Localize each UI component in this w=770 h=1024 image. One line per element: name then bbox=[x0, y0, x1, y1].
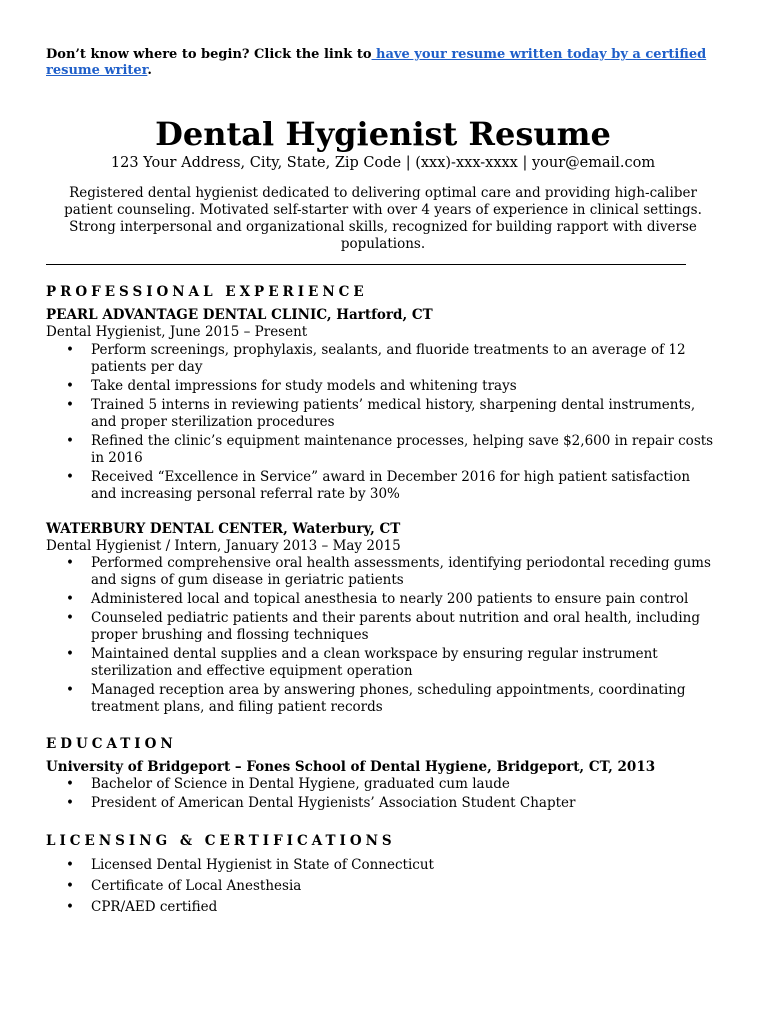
licensing-heading: LICENSING & CERTIFICATIONS bbox=[46, 833, 396, 849]
job-org: PEARL ADVANTAGE DENTAL CLINIC, Hartford, CT bbox=[46, 307, 433, 323]
list-item: • Counseled pediatric patients and their parents about nutrition and oral health, including proper brushing and flossing techniques bbox=[46, 610, 716, 644]
experience-heading: PROFESSIONAL EXPERIENCE bbox=[46, 284, 368, 300]
header-divider bbox=[46, 264, 686, 265]
education-heading: EDUCATION bbox=[46, 736, 177, 752]
job-role: Dental Hygienist, June 2015 – Present bbox=[46, 324, 308, 340]
promo-end: . bbox=[147, 63, 152, 78]
list-item: • Take dental impressions for study models and whitening trays bbox=[46, 378, 716, 395]
list-item: • President of American Dental Hygienists’ Association Student Chapter bbox=[46, 795, 716, 812]
list-item: • Refined the clinic’s equipment maintenance processes, helping save $2,600 in repair costs in 2016 bbox=[46, 433, 716, 467]
list-item: • Received “Excellence in Service” award in December 2016 for high patient satisfaction and increasing personal referral rate by 30% bbox=[46, 469, 716, 503]
contact-line: 123 Your Address, City, State, Zip Code | (xxx)-xxx-xxxx | your@email.com bbox=[110, 155, 656, 171]
job-org: WATERBURY DENTAL CENTER, Waterbury, CT bbox=[46, 521, 401, 537]
list-item: • Licensed Dental Hygienist in State of Connecticut bbox=[46, 857, 716, 874]
list-item: • Bachelor of Science in Dental Hygiene, graduated cum laude bbox=[46, 776, 716, 793]
list-item: • Maintained dental supplies and a clean workspace by ensuring regular instrument sterilization and effective equipment operation bbox=[46, 646, 716, 680]
licensing-bullets bbox=[46, 857, 716, 916]
promo-banner bbox=[46, 47, 716, 79]
list-item: • Performed comprehensive oral health assessments, identifying periodontal receding gums and signs of gum disease in geriatric patients bbox=[46, 555, 716, 589]
list-item: • Administered local and topical anesthesia to nearly 200 patients to ensure pain control bbox=[46, 591, 716, 608]
list-item: • Trained 5 interns in reviewing patients’ medical history, sharpening dental instruments, and proper sterilization procedures bbox=[46, 397, 716, 431]
promo-text: Don’t know where to begin? Click the link to bbox=[46, 47, 372, 62]
resume-writer-link[interactable]: have your resume written today by a certified resume writer bbox=[46, 47, 707, 78]
summary-paragraph: Registered dental hygienist dedicated to delivering optimal care and providing high-caliber patient counseling. Motivated self-starter with over 4 years of experience in clinical settings. Strong interpersonal and organizational skills, recognized for building rapport with diverse populations. bbox=[64, 185, 702, 252]
school-name: University of Bridgeport – Fones School of Dental Hygiene, Bridgeport, CT, 2013 bbox=[46, 759, 656, 775]
list-item: • Managed reception area by answering phones, scheduling appointments, coordinating treatment plans, and filing patient records bbox=[46, 682, 716, 716]
list-item: • CPR/AED certified bbox=[46, 899, 716, 916]
list-item: • Perform screenings, prophylaxis, sealants, and fluoride treatments to an average of 12 patients per day bbox=[46, 342, 716, 376]
resume-title: Dental Hygienist Resume bbox=[155, 115, 611, 153]
education-bullets bbox=[46, 776, 716, 812]
job-role: Dental Hygienist / Intern, January 2013 – May 2015 bbox=[46, 538, 401, 554]
list-item: • Certificate of Local Anesthesia bbox=[46, 878, 716, 895]
job-bullets bbox=[46, 555, 716, 716]
job-bullets bbox=[46, 342, 716, 503]
